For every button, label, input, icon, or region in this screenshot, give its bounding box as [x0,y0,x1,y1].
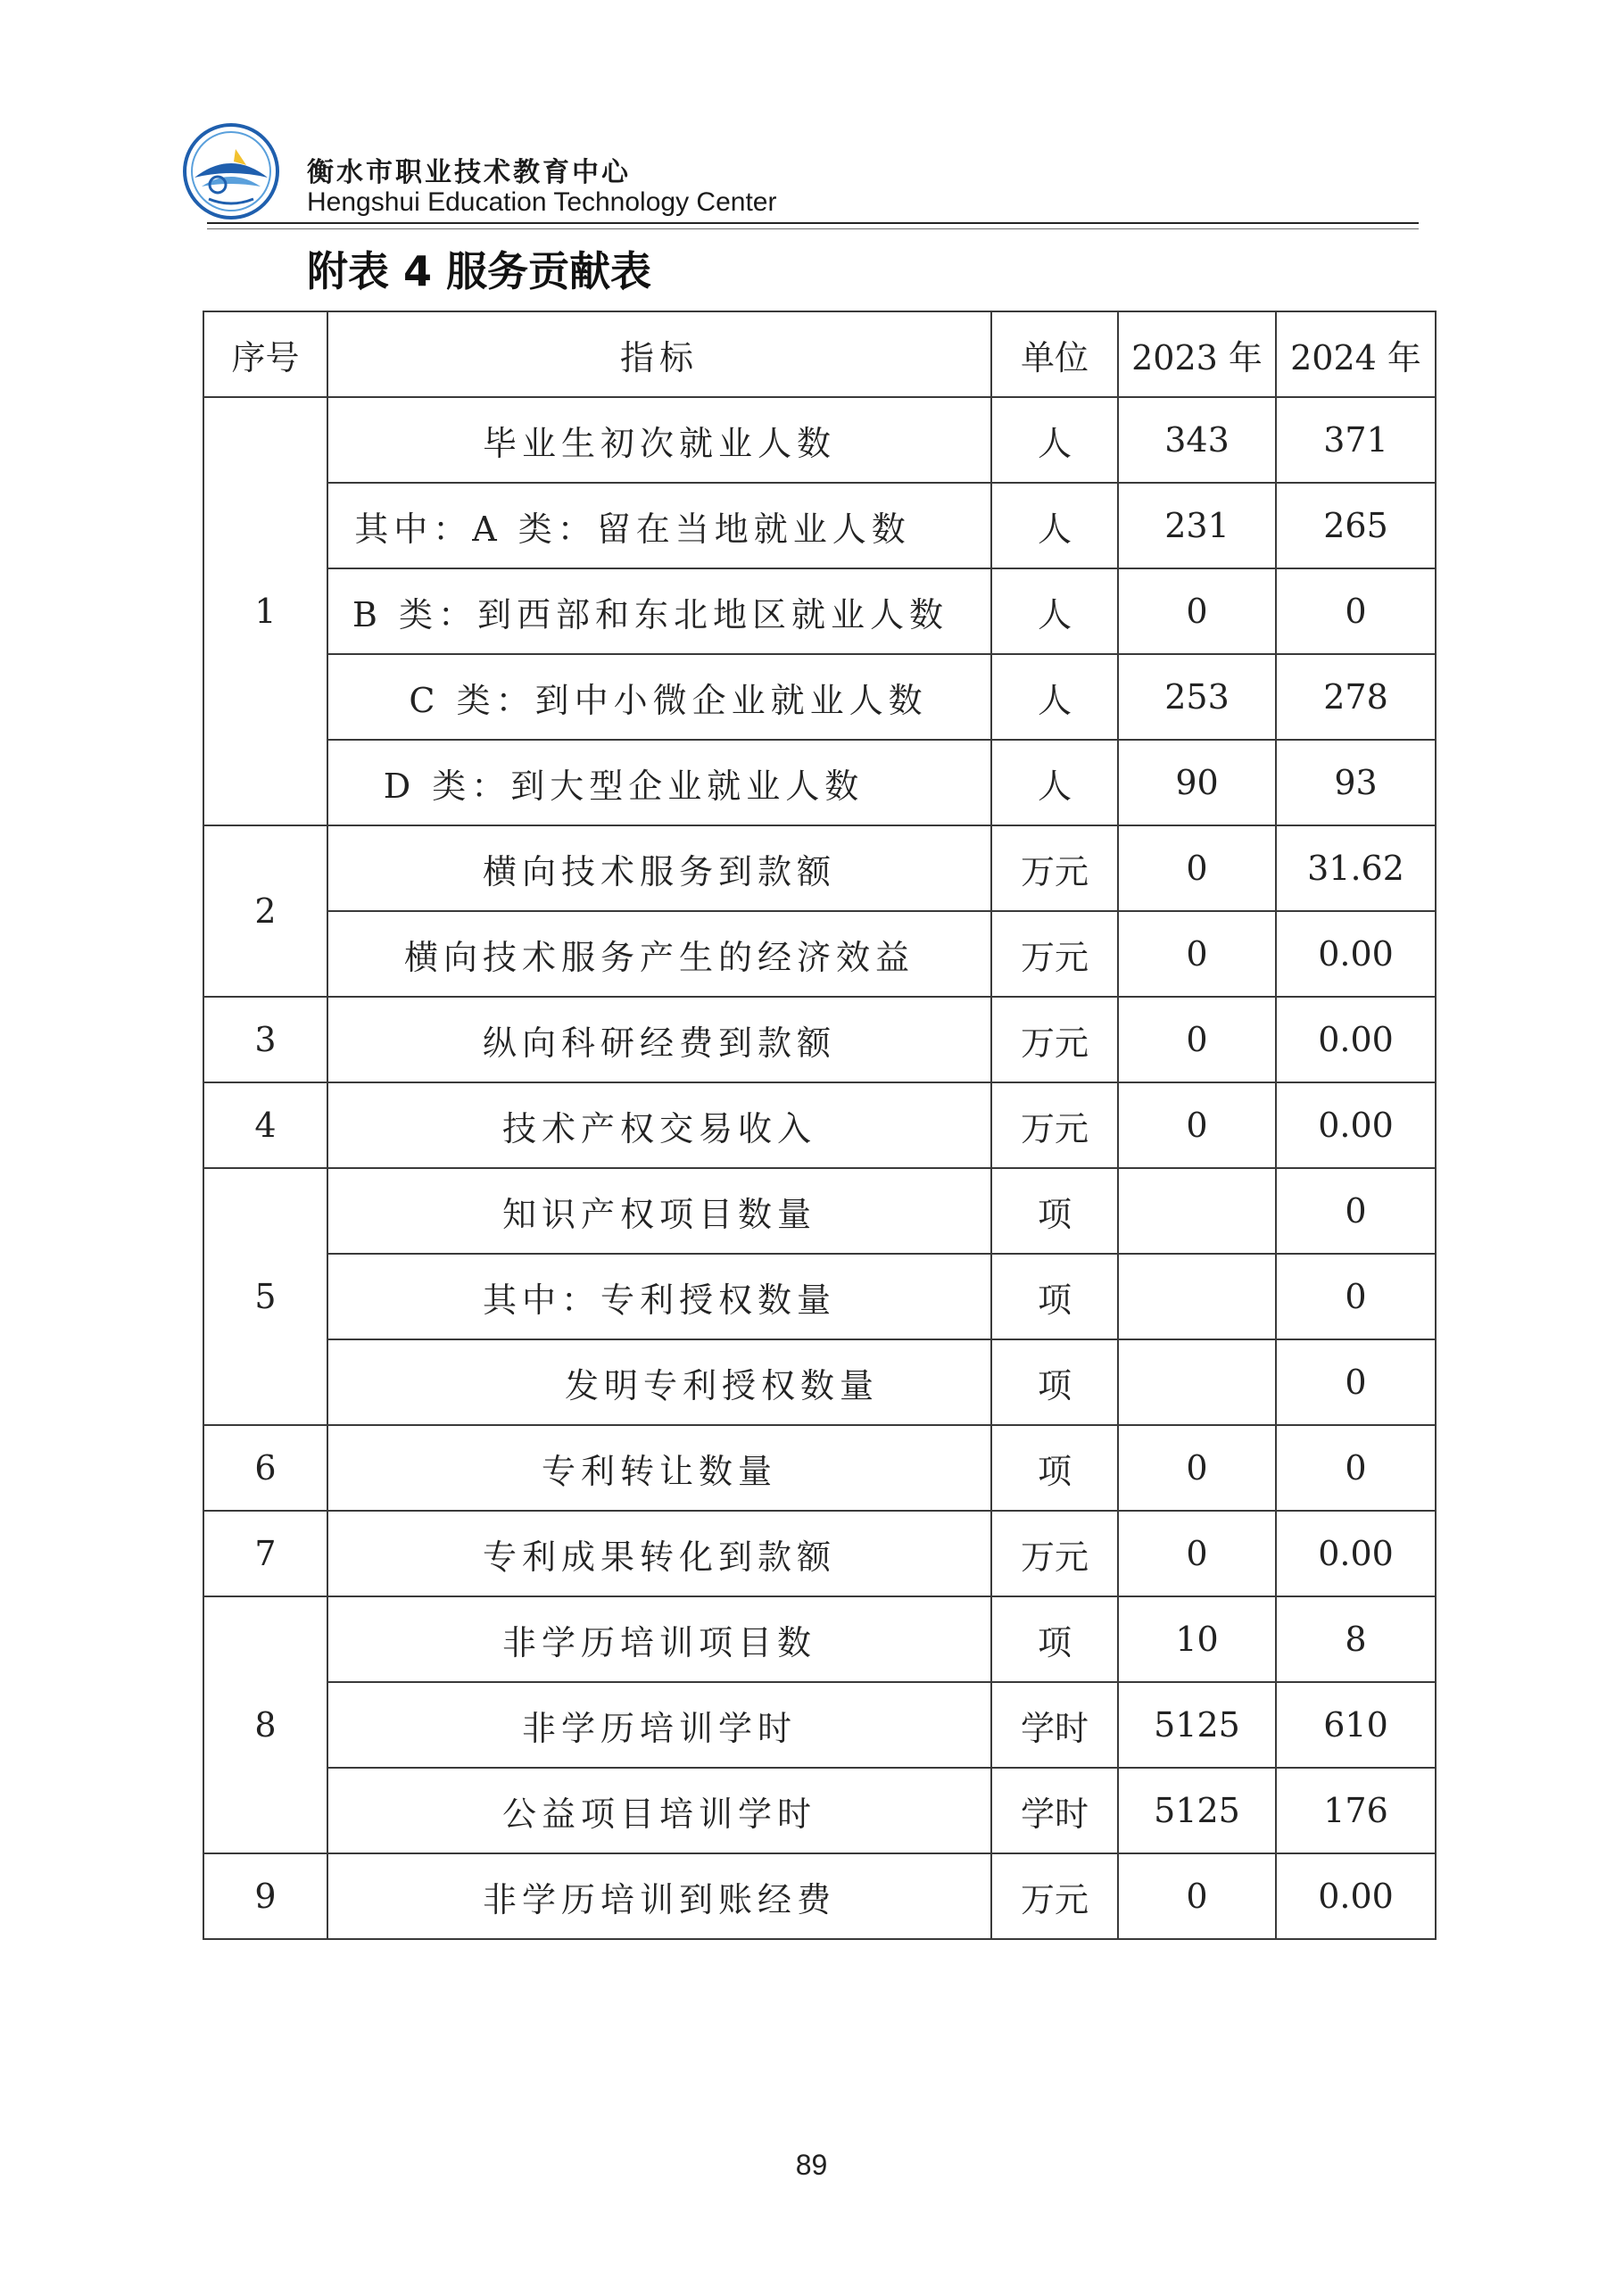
table-row [203,911,1436,997]
cell-2024: 0.00 [1276,997,1436,1082]
cell-2024: 0.00 [1276,1853,1436,1939]
cell-2023 [1118,1254,1276,1339]
cell-2024: 0 [1276,1168,1436,1254]
cell-unit: 项 [991,1339,1118,1425]
cell-no: 6 [203,1425,327,1511]
cell-unit: 学时 [991,1682,1118,1768]
cell-2023: 0 [1118,568,1276,654]
header-org-name-en: Hengshui Education Technology Center [307,187,777,217]
table-row [203,740,1436,825]
table-row [203,1082,1436,1168]
cell-unit: 万元 [991,825,1118,911]
table-row [203,997,1436,1082]
cell-indicator: 技术产权交易收入 [327,1082,991,1168]
cell-2023: 0 [1118,1425,1276,1511]
table-row [203,1168,1436,1254]
cell-indicator: 非学历培训到账经费 [327,1853,991,1939]
table-row [203,568,1436,654]
cell-unit: 项 [991,1254,1118,1339]
cell-indicator: C 类：到中小微企业就业人数 [327,654,991,740]
cell-indicator: B 类：到西部和东北地区就业人数 [327,568,991,654]
cell-indicator: 知识产权项目数量 [327,1168,991,1254]
cell-2024: 176 [1276,1768,1436,1853]
table-row [203,483,1436,568]
table-row [203,654,1436,740]
cell-unit: 人 [991,483,1118,568]
col-header-no: 序号 [203,311,327,397]
cell-unit: 项 [991,1168,1118,1254]
cell-2024: 371 [1276,397,1436,483]
header-divider-thin [207,228,1419,229]
table-title: 附表 4 服务贡献表 [307,247,652,295]
header-divider [207,222,1419,224]
table-row [203,1339,1436,1425]
cell-unit: 万元 [991,1082,1118,1168]
cell-2023: 90 [1118,740,1276,825]
cell-2024: 610 [1276,1682,1436,1768]
cell-indicator: 发明专利授权数量 [327,1339,991,1425]
cell-2023: 5125 [1118,1682,1276,1768]
cell-indicator: 其中：A 类：留在当地就业人数 [327,483,991,568]
col-header-2024: 2024 年 [1276,311,1436,397]
cell-unit: 人 [991,740,1118,825]
cell-unit: 万元 [991,911,1118,997]
table-body [203,311,1436,1939]
table-row [203,397,1436,483]
table-row [203,1254,1436,1339]
cell-2024: 0 [1276,568,1436,654]
table-row [203,1682,1436,1768]
cell-2023: 10 [1118,1596,1276,1682]
table-header-row [203,311,1436,397]
cell-no: 8 [203,1596,327,1853]
cell-2023: 0 [1118,1511,1276,1596]
col-header-unit: 单位 [991,311,1118,397]
cell-2023: 253 [1118,654,1276,740]
cell-unit: 项 [991,1425,1118,1511]
table-row [203,1768,1436,1853]
service-contribution-table [203,311,1437,1940]
table-row [203,1596,1436,1682]
cell-2024: 265 [1276,483,1436,568]
cell-unit: 人 [991,568,1118,654]
cell-2023: 0 [1118,825,1276,911]
page-number: 89 [795,2149,828,2181]
cell-2024: 0.00 [1276,911,1436,997]
cell-2024: 0 [1276,1425,1436,1511]
cell-no: 3 [203,997,327,1082]
table-row [203,825,1436,911]
cell-2023: 5125 [1118,1768,1276,1853]
cell-unit: 万元 [991,1853,1118,1939]
cell-no: 9 [203,1853,327,1939]
cell-indicator: 专利转让数量 [327,1425,991,1511]
cell-2023: 0 [1118,1082,1276,1168]
cell-indicator: 毕业生初次就业人数 [327,397,991,483]
cell-indicator: 横向技术服务产生的经济效益 [327,911,991,997]
cell-unit: 万元 [991,997,1118,1082]
cell-unit: 万元 [991,1511,1118,1596]
cell-2023: 0 [1118,1853,1276,1939]
cell-indicator: 非学历培训项目数 [327,1596,991,1682]
cell-indicator: 非学历培训学时 [327,1682,991,1768]
cell-2023 [1118,1168,1276,1254]
cell-indicator: 纵向科研经费到款额 [327,997,991,1082]
cell-no: 5 [203,1168,327,1425]
table-row [203,1511,1436,1596]
cell-2023: 0 [1118,997,1276,1082]
cell-indicator: 其中：专利授权数量 [327,1254,991,1339]
cell-no: 2 [203,825,327,997]
cell-2024: 93 [1276,740,1436,825]
cell-2024: 8 [1276,1596,1436,1682]
cell-2024: 0.00 [1276,1511,1436,1596]
col-header-indicator: 指标 [327,311,991,397]
cell-2024: 0 [1276,1339,1436,1425]
cell-indicator: 横向技术服务到款额 [327,825,991,911]
table-row [203,1425,1436,1511]
cell-2023 [1118,1339,1276,1425]
cell-unit: 项 [991,1596,1118,1682]
cell-2023: 231 [1118,483,1276,568]
cell-2024: 0.00 [1276,1082,1436,1168]
cell-no: 1 [203,397,327,825]
cell-unit: 人 [991,397,1118,483]
cell-indicator: 公益项目培训学时 [327,1768,991,1853]
header-org-name-cn: 衡水市职业技术教育中心 [307,157,631,188]
cell-no: 7 [203,1511,327,1596]
cell-unit: 学时 [991,1768,1118,1853]
cell-indicator: 专利成果转化到款额 [327,1511,991,1596]
cell-indicator: D 类：到大型企业就业人数 [327,740,991,825]
cell-2023: 343 [1118,397,1276,483]
cell-2024: 31.62 [1276,825,1436,911]
school-logo-icon [182,122,280,220]
cell-2023: 0 [1118,911,1276,997]
cell-2024: 0 [1276,1254,1436,1339]
col-header-2023: 2023 年 [1118,311,1276,397]
cell-no: 4 [203,1082,327,1168]
cell-unit: 人 [991,654,1118,740]
page-header [0,0,1623,241]
table-row [203,1853,1436,1939]
cell-2024: 278 [1276,654,1436,740]
